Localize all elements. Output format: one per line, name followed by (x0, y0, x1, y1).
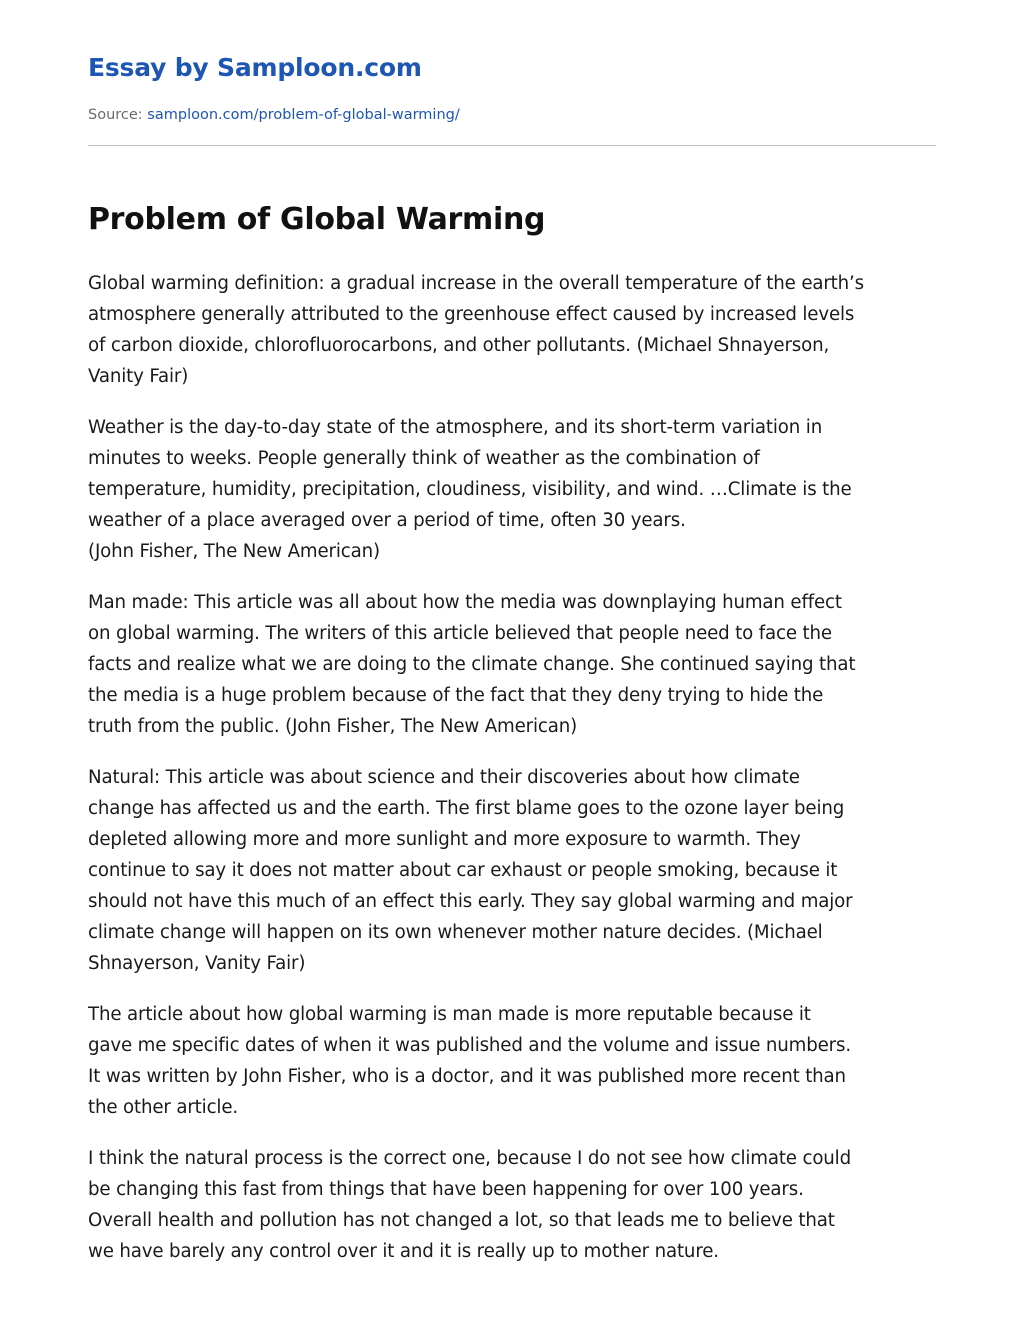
paragraph-line: should not have this much of an effect this early. They say global warming and major (88, 891, 853, 912)
article-body (88, 268, 936, 1287)
paragraph-line: change has affected us and the earth. The first blame goes to the ozone layer being (88, 798, 845, 819)
paragraph-definition (88, 268, 936, 392)
source-link[interactable]: samploon.com/problem-of-global-warming/ (147, 107, 460, 123)
paragraph-natural (88, 762, 936, 979)
paragraph-conclusion (88, 1143, 936, 1267)
paragraph-line: Shnayerson, Vanity Fair) (88, 953, 306, 974)
paragraph-line: Natural: This article was about science and their discoveries about how climate (88, 767, 800, 788)
paragraph-line: Global warming definition: a gradual increase in the overall temperature of the earth’s (88, 273, 865, 294)
page-title: Problem of Global Warming (88, 202, 546, 237)
paragraph-line: of carbon dioxide, chlorofluorocarbons, and other pollutants. (Michael Shnayerson, (88, 335, 830, 356)
paragraph-weather (88, 412, 936, 567)
paragraph-line: The article about how global warming is man made is more reputable because it (88, 1004, 811, 1025)
paragraph-line: depleted allowing more and more sunlight and more exposure to warmth. They (88, 829, 801, 850)
source-line (88, 107, 460, 123)
paragraph-line: the media is a huge problem because of the fact that they deny trying to hide the (88, 685, 824, 706)
paragraph-line: Man made: This article was all about how the media was downplaying human effect (88, 592, 842, 613)
paragraph-line: (John Fisher, The New American) (88, 541, 380, 562)
paragraph-line: gave me specific dates of when it was published and the volume and issue numbers. (88, 1035, 851, 1056)
header-divider (88, 145, 936, 146)
paragraph-line: continue to say it does not matter about car exhaust or people smoking, because it (88, 860, 838, 881)
paragraph-line: be changing this fast from things that have been happening for over 100 years. (88, 1179, 804, 1200)
site-brand[interactable]: Essay by Samploon.com (88, 53, 422, 82)
paragraph-line: I think the natural process is the correct one, because I do not see how climate could (88, 1148, 851, 1169)
source-label: Source: (88, 107, 143, 123)
paragraph-line: climate change will happen on its own whenever mother nature decides. (Michael (88, 922, 823, 943)
paragraph-line: It was written by John Fisher, who is a doctor, and it was published more recent than (88, 1066, 846, 1087)
paragraph-line: minutes to weeks. People generally think of weather as the combination of (88, 448, 760, 469)
paragraph-line: Vanity Fair) (88, 366, 189, 387)
paragraph-line: weather of a place averaged over a period of time, often 30 years. (88, 510, 686, 531)
paragraph-line: Weather is the day-to-day state of the atmosphere, and its short-term variation in (88, 417, 823, 438)
paragraph-man-made (88, 587, 936, 742)
paragraph-line: truth from the public. (John Fisher, The New American) (88, 716, 578, 737)
paragraph-line: facts and realize what we are doing to the climate change. She continued saying that (88, 654, 856, 675)
paragraph-line: the other article. (88, 1097, 238, 1118)
paragraph-reputable (88, 999, 936, 1123)
paragraph-line: Overall health and pollution has not changed a lot, so that leads me to believe that (88, 1210, 835, 1231)
paragraph-line: atmosphere generally attributed to the greenhouse effect caused by increased levels (88, 304, 855, 325)
paragraph-line: temperature, humidity, precipitation, cloudiness, visibility, and wind. …Climate is the (88, 479, 852, 500)
paragraph-line: on global warming. The writers of this article believed that people need to face the (88, 623, 832, 644)
paragraph-line: we have barely any control over it and it is really up to mother nature. (88, 1241, 719, 1262)
